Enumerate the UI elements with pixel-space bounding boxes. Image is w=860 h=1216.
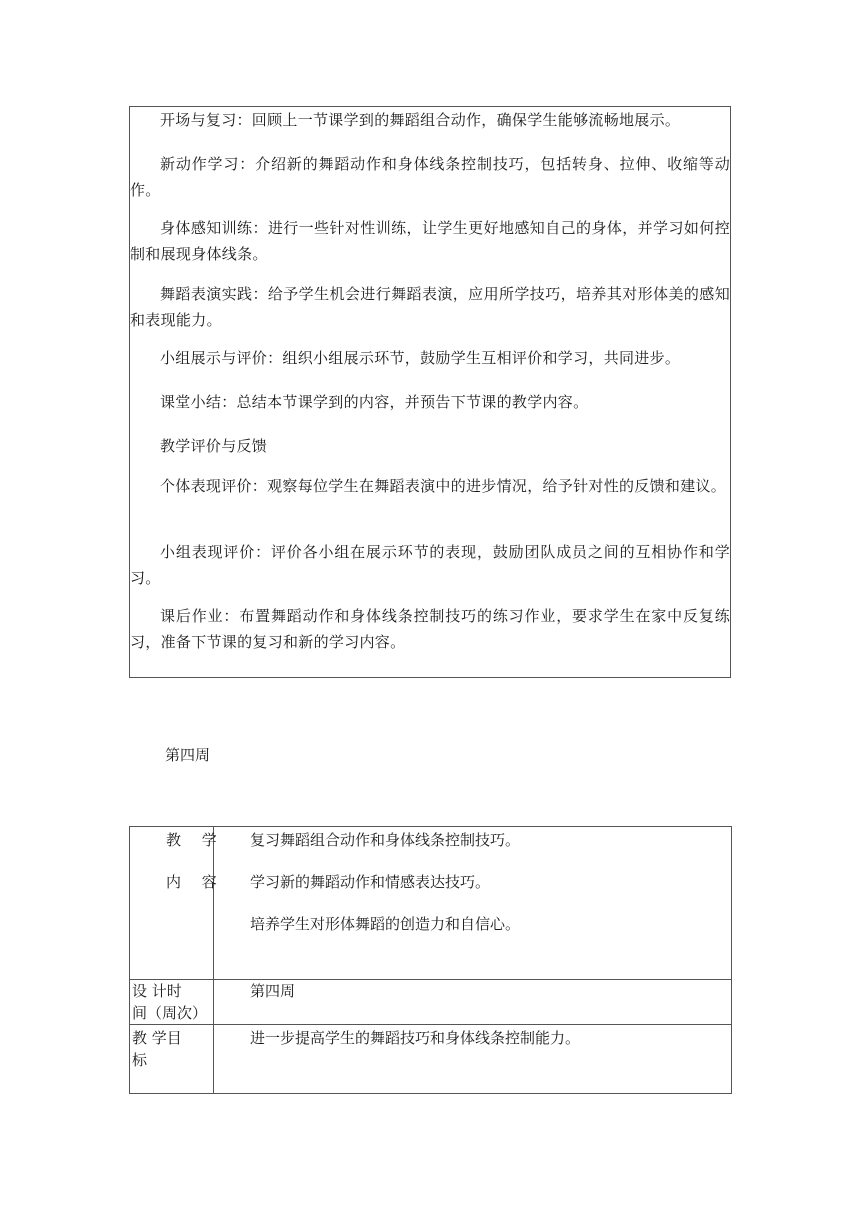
paragraph-class-summary: 课堂小结：总结本节课学到的内容，并预告下节课的教学内容。 (160, 393, 589, 411)
content-item: 复习舞蹈组合动作和身体线条控制技巧。 (250, 831, 521, 849)
content-item: 学习新的舞蹈动作和情感表达技巧。 (250, 873, 491, 891)
label-content-line2: 内 容 (166, 873, 225, 891)
table-row-content (130, 827, 732, 980)
label-content-line1: 教 学 (166, 831, 225, 849)
label-cell-design-time (130, 980, 214, 1025)
design-time-value: 第四周 (250, 982, 296, 1000)
heading-evaluation-feedback: 教学评价与反馈 (160, 437, 268, 455)
paragraph-body-awareness: 身体感知训练：进行一些针对性训练，让学生更好地感知自己的身体，并学习如何控制和展现身体线条。 (130, 219, 730, 263)
value-cell-objective (214, 1025, 732, 1094)
label-objective-line2: 标 (132, 1051, 148, 1069)
lesson-process-box (129, 106, 731, 678)
label-design-time-line2: 间（周次） (132, 1004, 208, 1022)
label-cell-objective (130, 1025, 214, 1094)
content-item: 培养学生对形体舞蹈的创造力和自信心。 (250, 915, 521, 933)
paragraph-new-moves: 新动作学习：介绍新的舞蹈动作和身体线条控制技巧，包括转身、拉伸、收缩等动作。 (130, 155, 730, 199)
objective-value: 进一步提高学生的舞蹈技巧和身体线条控制能力。 (250, 1029, 581, 1047)
label-design-time-line1: 设 计时 (132, 982, 182, 1000)
paragraph-group-evaluation: 小组表现评价：评价各小组在展示环节的表现，鼓励团队成员之间的互相协作和学习。 (130, 543, 730, 587)
table-row-objective (130, 1025, 732, 1094)
paragraph-homework: 课后作业：布置舞蹈动作和身体线条控制技巧的练习作业，要求学生在家中反复练习，准备下节课的复习和新的学习内容。 (130, 607, 730, 651)
lesson-info-table (129, 826, 732, 1094)
label-cell-content (130, 827, 225, 980)
week-heading: 第四周 (165, 746, 211, 764)
paragraph-group-showcase: 小组展示与评价：组织小组展示环节，鼓励学生互相评价和学习，共同进步。 (160, 349, 681, 367)
paragraph-performance-practice: 舞蹈表演实践：给予学生机会进行舞蹈表演，应用所学技巧，培养其对形体美的感知和表现能力。 (130, 285, 730, 329)
value-cell-content (214, 827, 732, 980)
paragraph-opening-review: 开场与复习：回顾上一节课学到的舞蹈组合动作，确保学生能够流畅地展示。 (160, 111, 681, 129)
table-row-design-time (130, 980, 732, 1025)
value-cell-design-time (214, 980, 732, 1025)
label-objective-line1: 教 学目 (132, 1029, 182, 1047)
paragraph-individual-evaluation: 个体表现评价：观察每位学生在舞蹈表演中的进步情况，给予针对性的反馈和建议。 (160, 477, 727, 495)
